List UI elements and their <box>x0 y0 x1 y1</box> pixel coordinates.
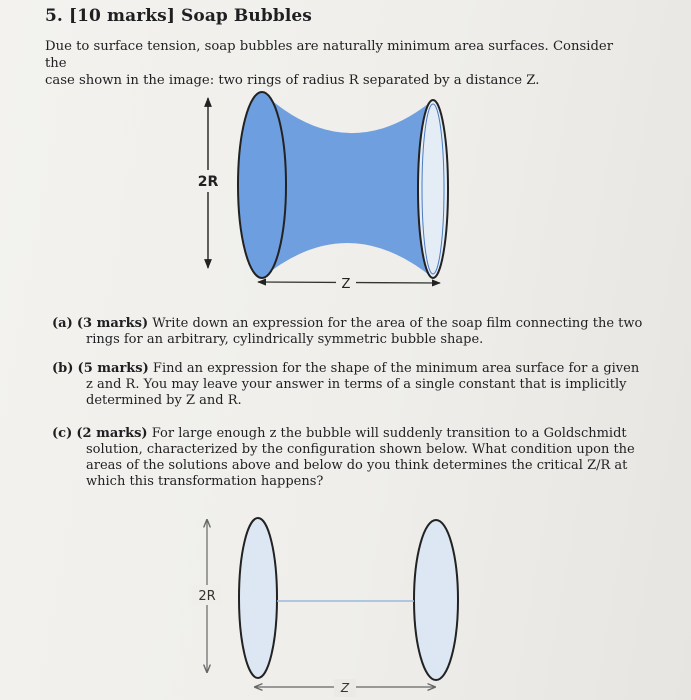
part-a-line-2: rings for an arbitrary, cylindrically symmetric bubble shape. <box>86 332 484 347</box>
height-label-2: 2R <box>198 589 216 604</box>
part-c-line-1: For large enough z the bubble will suddenly transition to a Goldschmidt <box>151 426 627 441</box>
part-b-line-3: determined by Z and R. <box>86 393 242 408</box>
part-c-line-2: solution, characterized by the configuration shown below. What condition upon the <box>86 442 635 457</box>
goldschmidt-left-disc <box>239 518 277 678</box>
height-label: 2R <box>197 174 219 190</box>
part-c-marks: (2 marks) <box>76 426 148 441</box>
part-c-label: (c) <box>52 426 73 441</box>
part-a-label: (a) <box>52 316 73 331</box>
part-a <box>52 316 642 348</box>
part-c-line-3: areas of the solutions above and below do you think determines the critical Z/R at <box>86 458 628 473</box>
intro-line-1: Due to surface tension, soap bubbles are naturally minimum area surfaces. Consider the <box>45 39 614 71</box>
left-ring <box>238 92 286 278</box>
part-b-line-1: Find an expression for the shape of the minimum area surface for a given <box>152 361 640 376</box>
part-a-marks: (3 marks) <box>76 316 149 331</box>
goldschmidt-right-disc <box>414 520 458 680</box>
question-number: 5. <box>45 6 63 26</box>
part-c-line-4: which this transformation happens? <box>86 474 324 489</box>
question-marks: [10 marks] <box>68 6 175 26</box>
part-b-line-2: z and R. You may leave your answer in terms of a single constant that is implicitly <box>86 377 627 392</box>
question-heading: Soap Bubbles <box>181 6 312 26</box>
part-b <box>52 361 639 409</box>
part-a-line-1: Write down an expression for the area of the soap film connecting the two <box>152 316 643 331</box>
part-b-marks: (5 marks) <box>77 361 149 376</box>
intro-line-2: case shown in the image: two rings of radius R separated by a distance Z. <box>45 73 540 88</box>
distance-label-2: Z <box>340 681 350 695</box>
part-c <box>52 426 635 490</box>
part-b-label: (b) <box>52 361 74 376</box>
soap-film <box>262 92 433 278</box>
distance-label: Z <box>341 277 351 292</box>
